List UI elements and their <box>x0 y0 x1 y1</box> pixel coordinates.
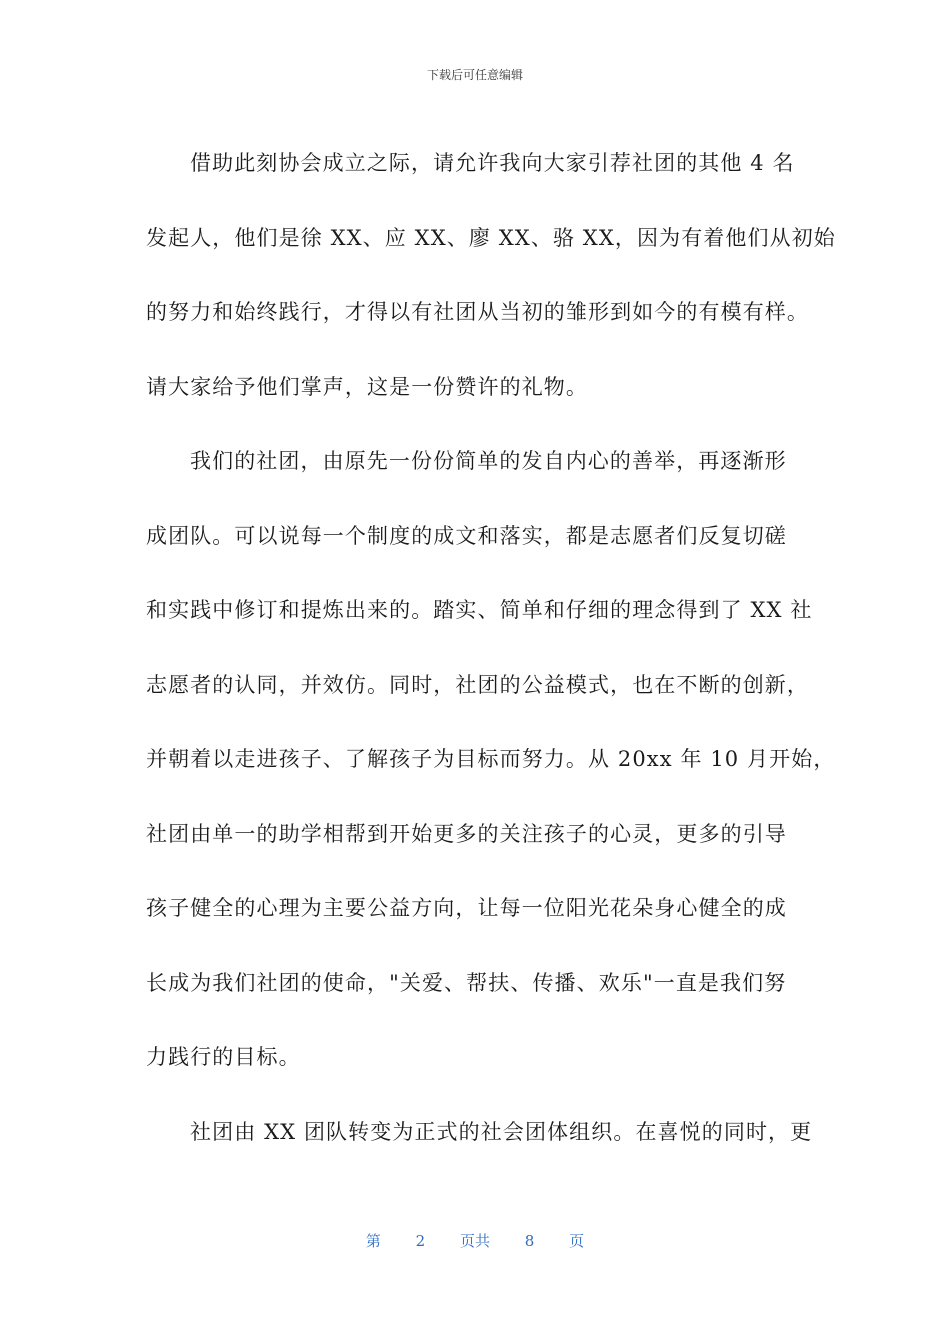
page-total: 8 <box>524 1232 535 1250</box>
text-line: 社团由单一的助学相帮到开始更多的关注孩子的心灵，更多的引导 <box>146 821 787 846</box>
paragraph <box>146 1095 811 1170</box>
text-line: 成团队。可以说每一个制度的成文和落实，都是志愿者们反复切磋 <box>146 523 787 548</box>
text-line: 志愿者的认同，并效仿。同时，社团的公益模式，也在不断的创新， <box>146 672 809 697</box>
text-line: 发起人，他们是徐 XX、应 XX、廖 XX、骆 XX，因为有着他们从初始 <box>146 225 836 250</box>
text-line: 并朝着以走进孩子、了解孩子为目标而努力。从 20xx 年 10 月开始， <box>146 747 836 771</box>
page-suffix: 页 <box>569 1232 585 1250</box>
text-line: 力践行的目标。 <box>146 1045 301 1069</box>
text-line: 的努力和始终践行，才得以有社团从当初的雏形到如今的有模有样。 <box>146 300 809 324</box>
page-footer <box>0 1230 950 1251</box>
paragraph <box>146 126 836 424</box>
header-note: 下载后可任意编辑 <box>426 68 523 82</box>
paragraph <box>146 424 836 1095</box>
text-line: 和实践中修订和提炼出来的。踏实、简单和仔细的理念得到了 XX 社 <box>146 598 813 622</box>
text-line: 社团由 XX 团队转变为正式的社会团体组织。在喜悦的同时，更 <box>190 1119 813 1144</box>
text-line: 借助此刻协会成立之际，请允许我向大家引荐社团的其他 4 名 <box>190 151 795 175</box>
text-line: 请大家给予他们掌声，这是一份赞许的礼物。 <box>146 374 588 399</box>
page-number: 2 <box>415 1232 426 1250</box>
page-mid: 页共 <box>459 1232 490 1250</box>
page-prefix: 第 <box>365 1232 381 1250</box>
text-line: 孩子健全的心理为主要公益方向，让每一位阳光花朵身心健全的成 <box>146 896 787 920</box>
text-line: 我们的社团，由原先一份份简单的发自内心的善举，再逐渐形 <box>190 449 787 473</box>
document-body <box>146 126 836 1169</box>
text-line: 长成为我们社团的使命，"关爱、帮扶、传播、欢乐"一直是我们努 <box>146 970 787 995</box>
